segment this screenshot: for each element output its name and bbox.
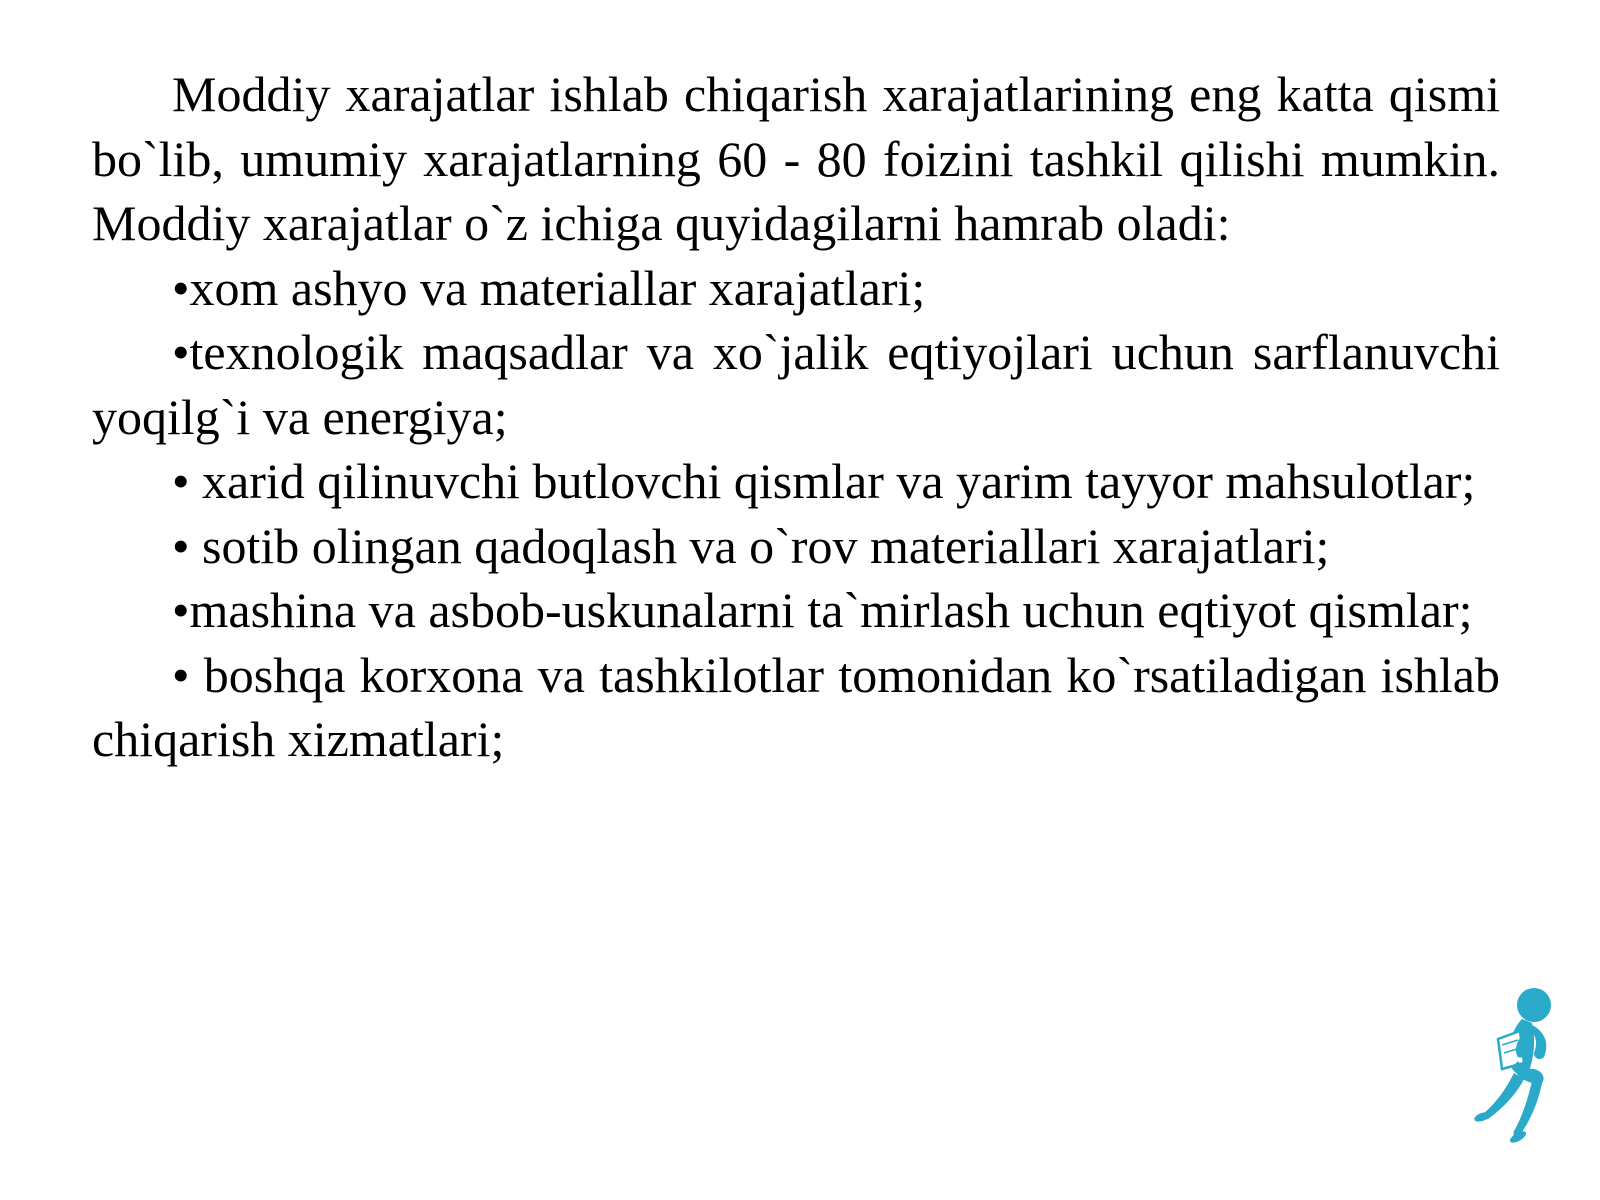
list-item-raw-materials: •xom ashyo va materiallar xarajatlari;: [172, 259, 926, 316]
person-reading-icon: [1462, 985, 1574, 1145]
list-item-spare-parts: •mashina va asbob-uskunalarni ta`mirlash uchun eqtiyot qismlar;: [172, 582, 1473, 638]
intro-paragraph: Moddiy xarajatlar ishlab chiqarish xarajatlarining eng katta qismi bo`lib, umumiy xarajatlarning 60 - 80 foizini tashkil qilishi mumkin. Moddiy xarajatlar o`z ichiga quyidagilarni hamrab oladi:: [92, 66, 1500, 251]
list-item-services: • boshqa korxona va tashkilotlar tomonidan ko`rsatiladigan ishlab chiqarish xizmatlari;: [92, 646, 1500, 767]
list-item-components: • xarid qilinuvchi butlovchi qismlar va yarim tayyor mahsulotlar;: [172, 453, 1476, 509]
list-item-packaging: • sotib olingan qadoqlash va o`rov materiallari xarajatlari;: [172, 517, 1330, 574]
body-text: [92, 62, 1500, 772]
list-item-fuel-energy: •texnologik maqsadlar va xo`jalik eqtiyojlari uchun sarflanuvchi yoqilg`i va energiya;: [92, 324, 1500, 445]
